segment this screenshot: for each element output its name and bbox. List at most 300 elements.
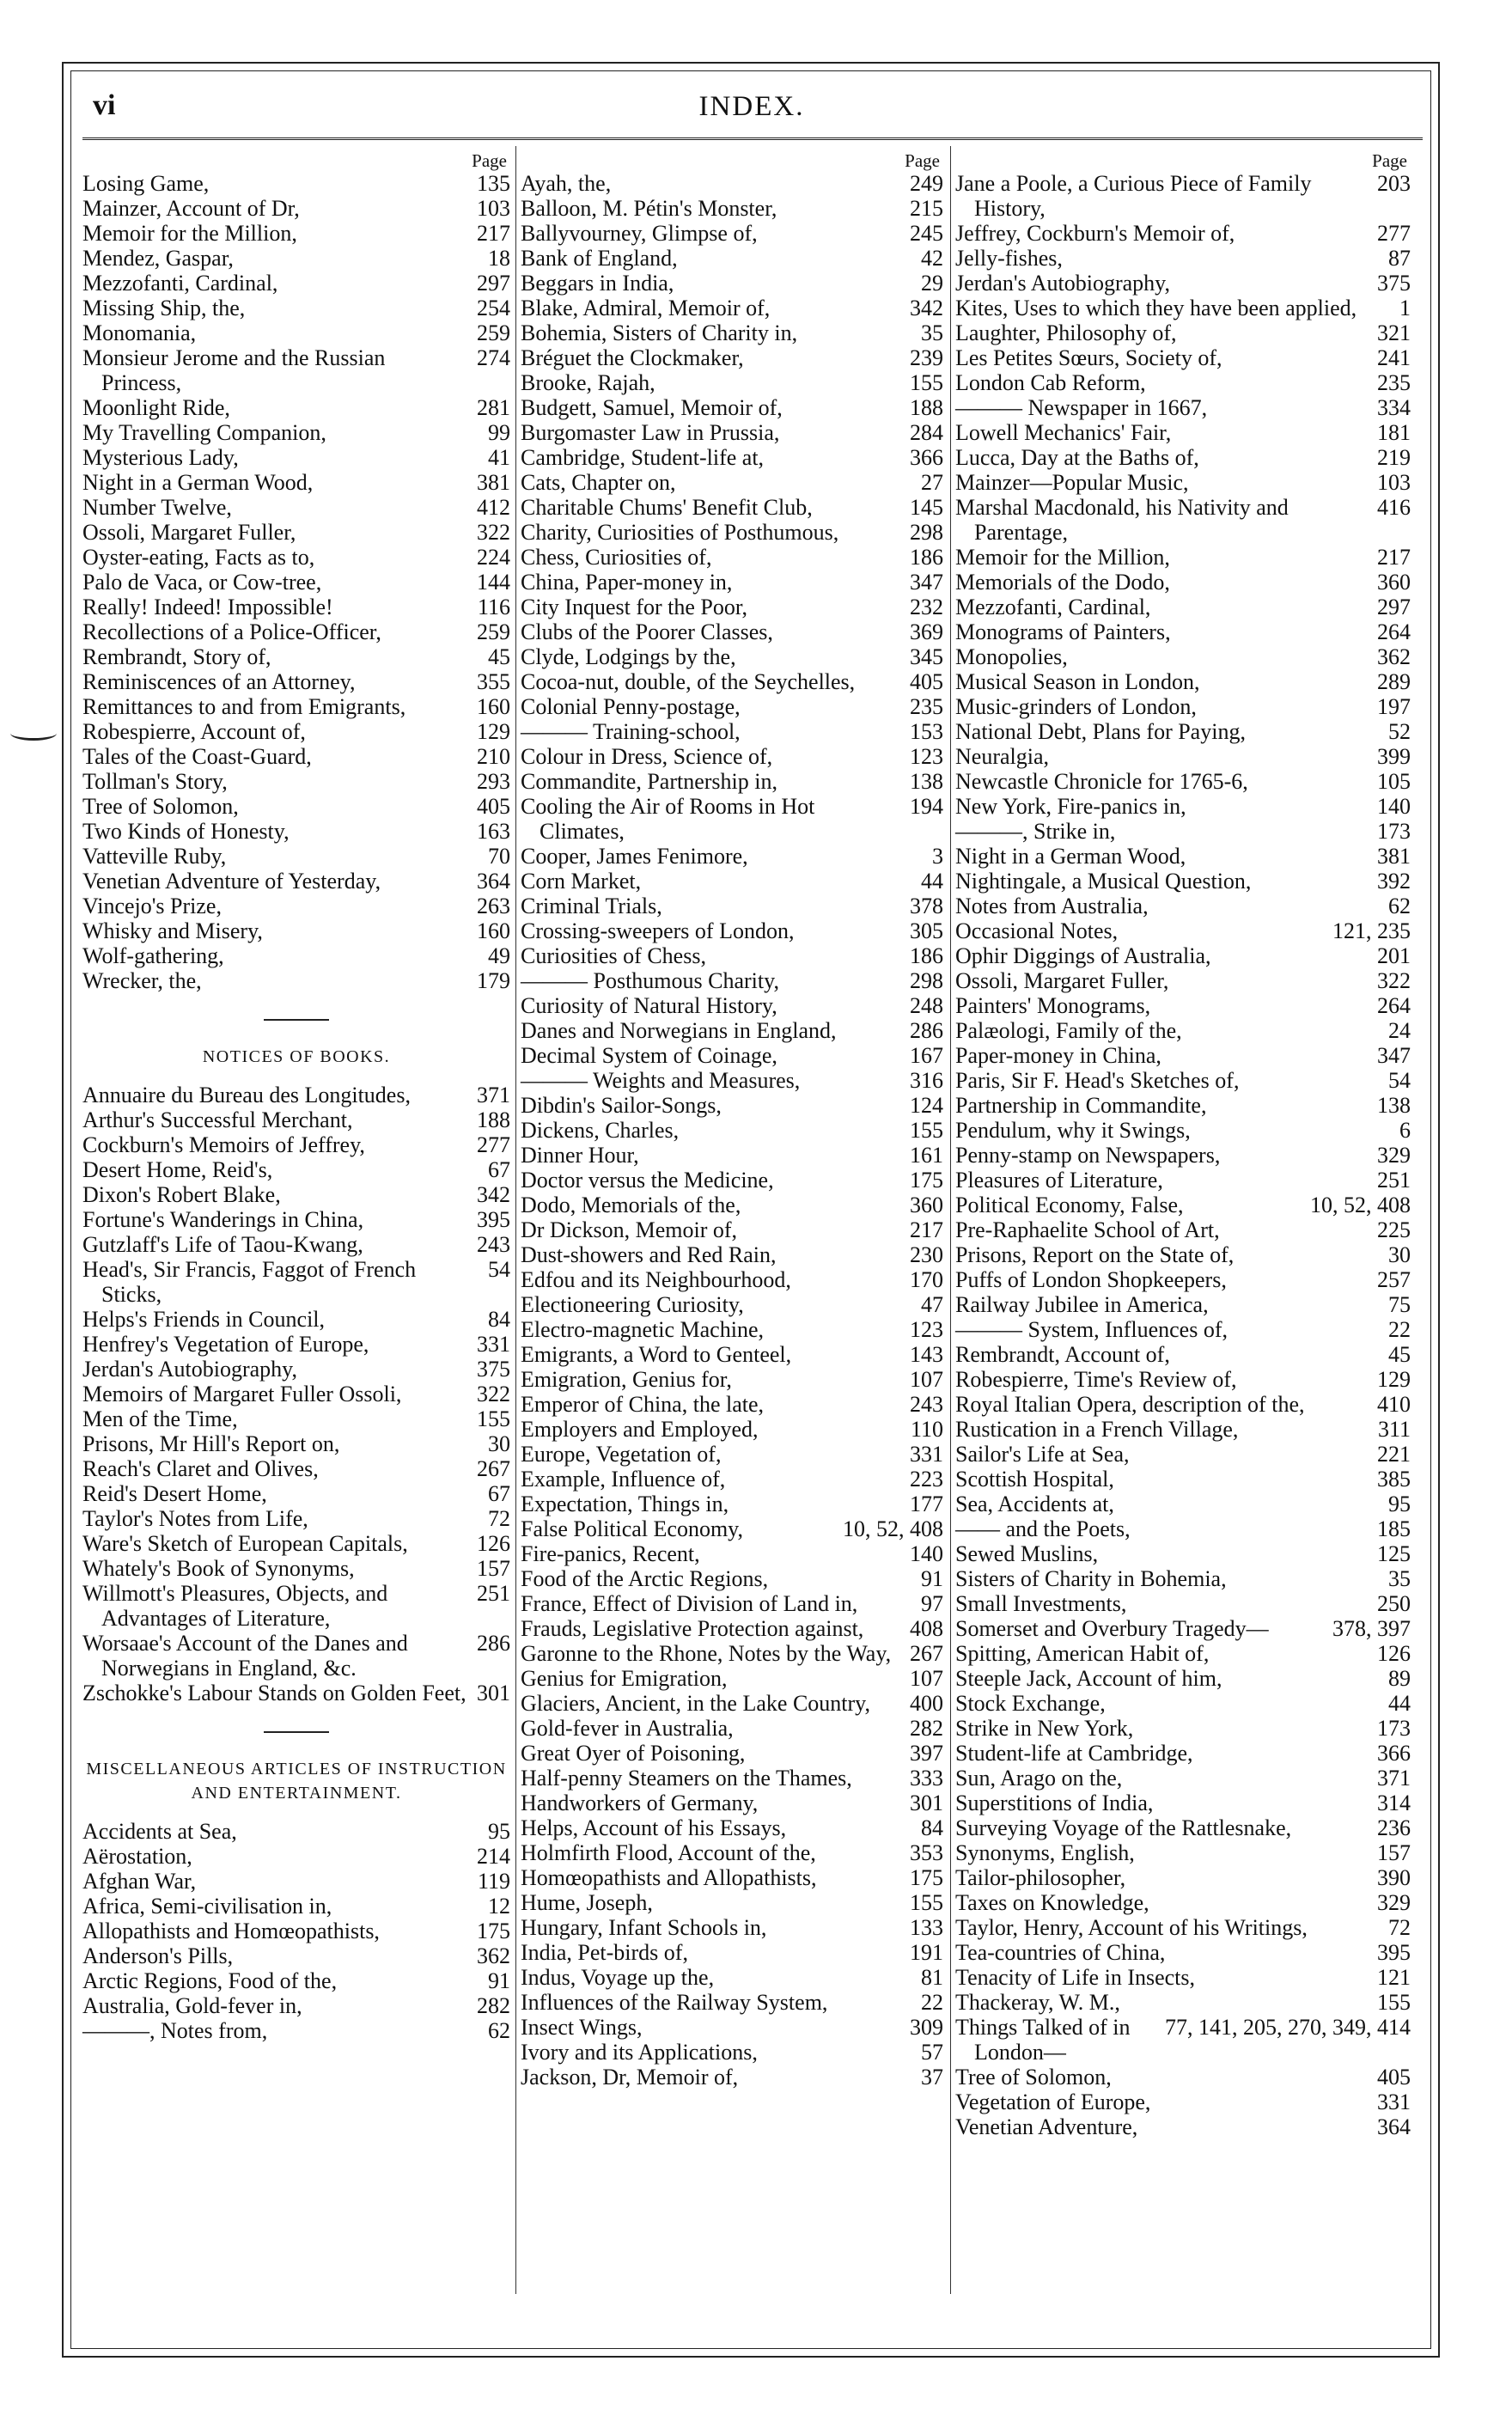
entry-page: 177 [910,1492,943,1516]
index-entry [82,869,510,894]
entry-page: 236 [1377,1815,1411,1840]
entry-title: China, Paper-money in, [521,570,733,595]
index-entry [955,1641,1411,1666]
entry-page: 54 [488,1257,510,1282]
index-entry [955,2114,1411,2139]
index-entry [955,794,1411,819]
entry-title: Really! Indeed! Impossible! [82,595,333,619]
index-entry [955,1716,1411,1741]
entry-title: Cocoa-nut, double, of the Seychelles, [521,669,856,694]
entry-page: 281 [477,395,510,420]
entry-title: France, Effect of Division of Land in, [521,1591,858,1616]
entry-title: Reid's Desert Home, [82,1481,267,1506]
entry-title: Taylor's Notes from Life, [82,1506,308,1531]
entry-page: 217 [910,1217,943,1242]
entry-title: False Political Economy, [521,1516,743,1541]
index-entry [521,395,943,420]
entry-title: Men of the Time, [82,1406,238,1431]
index-entry [521,1965,943,1990]
entry-title: Corn Market, [521,869,642,894]
entry-page: 145 [910,495,943,520]
entry-page: 126 [477,1531,510,1556]
entry-title: Paper-money in China, [955,1043,1161,1068]
entry-page: 221 [1377,1442,1411,1467]
index-entry [955,894,1411,918]
entry-title: Blake, Admiral, Memoir of, [521,296,771,320]
entry-title: New York, Fire-panics in, [955,794,1186,819]
index-entry [521,595,943,619]
entry-title: Danes and Norwegians in England, [521,1018,837,1043]
index-entry [82,171,510,196]
index-entry [82,1631,510,1681]
index-entry [955,918,1411,943]
index-entry [82,669,510,694]
entry-title: Les Petites Sœurs, Society of, [955,345,1222,370]
entry-page: 297 [1377,595,1411,619]
entry-page: 366 [910,445,943,470]
index-entry [82,1107,510,1132]
index-entry [955,1217,1411,1242]
entry-title: Ophir Diggings of Australia, [955,943,1211,968]
index-entry [82,1406,510,1431]
index-entry [521,1591,943,1616]
index-entry [521,1716,943,1741]
entry-title: Ivory and its Applications, [521,2040,758,2065]
entry-page: 30 [488,1431,510,1456]
entry-page: 18 [488,246,510,271]
entry-page: 353 [910,1840,943,1865]
entry-page: 395 [1377,1940,1411,1965]
index-entry [955,943,1411,968]
index-entry [82,819,510,844]
index-entry [955,1043,1411,1068]
index-entry [955,1093,1411,1118]
index-entry [955,1840,1411,1865]
index-entry [955,1666,1411,1691]
entry-title: Dinner Hour, [521,1143,639,1168]
index-entry [82,943,510,968]
entry-title: Ossoli, Margaret Fuller, [82,520,296,545]
entry-page: 97 [921,1591,943,1616]
entry-page: 364 [477,869,510,894]
entry-page: 42 [921,246,943,271]
entry-title: Small Investments, [955,1591,1127,1616]
column-divider [950,146,951,2294]
entry-title: Nightingale, a Musical Question, [955,869,1252,894]
entry-page: 186 [910,943,943,968]
entry-title: Rustication in a French Village, [955,1417,1239,1442]
entry-page: 84 [488,1307,510,1332]
index-entry [955,968,1411,993]
index-entry [955,1242,1411,1267]
index-entry [82,1207,510,1232]
index-entry [82,570,510,595]
section-title-misc: MISCELLANEOUS ARTICLES OF INSTRUCTION AND ENTERTAINMENT. [86,1760,507,1803]
entry-page: 45 [488,644,510,669]
index-entry [955,819,1411,844]
index-entry [82,271,510,296]
entry-title: Mezzofanti, Cardinal, [82,271,278,296]
index-entry [82,196,510,221]
entry-page: 399 [1377,744,1411,769]
entry-title: Australia, Gold-fever in, [82,1993,302,2018]
index-entry [82,644,510,669]
entry-title: Tea-countries of China, [955,1940,1166,1965]
index-entry [521,420,943,445]
entry-title: Tailor-philosopher, [955,1865,1126,1890]
index-entry [521,918,943,943]
entry-page: 197 [1377,694,1411,719]
index-entry [82,595,510,619]
entry-title: Africa, Semi-civilisation in, [82,1894,332,1919]
index-entry [955,744,1411,769]
index-entry [955,495,1411,545]
index-entry [521,769,943,794]
section-separator [264,1019,329,1021]
entry-title: Dixon's Robert Blake, [82,1182,281,1207]
entry-page: 175 [910,1168,943,1193]
entry-title: Missing Ship, the, [82,296,246,320]
entry-page: 347 [910,570,943,595]
index-entry [955,1492,1411,1516]
index-entry [955,1616,1411,1641]
index-entry [521,719,943,744]
index-entry [521,1267,943,1292]
entry-page: 239 [910,345,943,370]
index-entry [82,1894,510,1919]
entry-title: Charitable Chums' Benefit Club, [521,495,813,520]
entry-title: Mezzofanti, Cardinal, [955,595,1151,619]
entry-page: 250 [1377,1591,1411,1616]
index-entry [521,221,943,246]
index-entry [955,2065,1411,2090]
index-entry [82,420,510,445]
index-entry [82,1531,510,1556]
index-entry [955,1965,1411,1990]
entry-page: 230 [910,1242,943,1267]
entry-title: Colonial Penny-postage, [521,694,741,719]
index-entry [521,1242,943,1267]
entry-title: Electioneering Curiosity, [521,1292,744,1317]
index-entry [521,1915,943,1940]
entry-page: 245 [910,221,943,246]
entry-list [521,171,943,2090]
index-entry [82,918,510,943]
entry-page: 44 [921,869,943,894]
index-entry [521,370,943,395]
entry-page: 89 [1388,1666,1411,1691]
entry-title: Political Economy, False, [955,1193,1184,1217]
entry-page: 371 [477,1083,510,1107]
entry-title: Sea, Accidents at, [955,1492,1114,1516]
entry-title: Palæologi, Family of the, [955,1018,1182,1043]
entry-page: 57 [921,2040,943,2065]
index-entry [521,993,943,1018]
entry-page: 179 [477,968,510,993]
entry-title: Paris, Sir F. Head's Sketches of, [955,1068,1240,1093]
entry-title: Oyster-eating, Facts as to, [82,545,315,570]
index-entry [521,1741,943,1766]
entry-title: Venetian Adventure, [955,2114,1138,2139]
entry-title: Jane a Poole, a Curious Piece of Family History, [955,171,1312,221]
entry-page: 35 [921,320,943,345]
index-entry [955,395,1411,420]
index-entry [955,1591,1411,1616]
entry-list [955,171,1411,2139]
entry-title: Scottish Hospital, [955,1467,1114,1492]
index-entry [521,1641,943,1666]
index-entry [955,271,1411,296]
entry-page: 29 [921,271,943,296]
entry-page: 364 [1377,2114,1411,2139]
entry-page: 251 [477,1581,510,1606]
index-entry [82,1844,510,1869]
entry-page: 10, 52, 408 [1310,1193,1411,1217]
entry-page: 264 [1377,619,1411,644]
entry-title: Robespierre, Time's Review of, [955,1367,1237,1392]
entry-title: Vegetation of Europe, [955,2090,1151,2114]
entry-page: 286 [477,1631,510,1656]
entry-page: 84 [921,1815,943,1840]
entry-title: Reminiscences of an Attorney, [82,669,356,694]
index-entry [82,968,510,993]
entry-title: Wolf-gathering, [82,943,224,968]
entry-page: 293 [477,769,510,794]
index-entry [82,221,510,246]
entry-title: Rembrandt, Story of, [82,644,271,669]
index-entry [82,744,510,769]
index-entry [955,1367,1411,1392]
index-entry [82,894,510,918]
entry-title: Handworkers of Germany, [521,1791,759,1815]
index-entry [955,619,1411,644]
entry-title: Charity, Curiosities of Posthumous, [521,520,839,545]
entry-page: 392 [1377,869,1411,894]
index-entry [955,1143,1411,1168]
entry-page: 201 [1377,943,1411,968]
entry-title: Penny-stamp on Newspapers, [955,1143,1221,1168]
index-entry [521,545,943,570]
index-entry [521,619,943,644]
entry-page: 144 [477,570,510,595]
entry-title: Palo de Vaca, or Cow-tree, [82,570,322,595]
entry-page: 3 [932,844,943,869]
entry-title: Recollections of a Police-Officer, [82,619,381,644]
entry-title: Insect Wings, [521,2015,643,2040]
entry-page: 121, 235 [1332,918,1411,943]
entry-page: 107 [910,1666,943,1691]
entry-title: Surveying Voyage of the Rattlesnake, [955,1815,1292,1840]
entry-page: 140 [1377,794,1411,819]
index-entry [955,246,1411,271]
entry-title: Influences of the Railway System, [521,1990,828,2015]
index-entry [521,869,943,894]
index-entry [521,320,943,345]
index-entry [82,1556,510,1581]
index-entry [521,1292,943,1317]
entry-title: Fire-panics, Recent, [521,1541,700,1566]
entry-page: 322 [1377,968,1411,993]
index-entry [955,1193,1411,1217]
entry-title: Cambridge, Student-life at, [521,445,765,470]
entry-page: 331 [477,1332,510,1357]
entry-page: 188 [910,395,943,420]
entry-page: 375 [1377,271,1411,296]
entry-page: 264 [1377,993,1411,1018]
entry-page: 408 [910,1616,943,1641]
entry-page: 284 [910,420,943,445]
entry-title: Europe, Vegetation of, [521,1442,722,1467]
entry-page: 87 [1388,246,1411,271]
entry-title: ———, Notes from, [82,2018,268,2043]
entry-title: Things Talked of in London— [955,2015,1131,2065]
entry-page: 405 [477,794,510,819]
index-entry [521,1890,943,1915]
entry-title: Occasional Notes, [955,918,1119,943]
entry-title: Tollman's Story, [82,769,228,794]
entry-title: Synonyms, English, [955,1840,1135,1865]
index-entry [82,1232,510,1257]
entry-page: 224 [477,545,510,570]
entry-title: Dibdin's Sailor-Songs, [521,1093,722,1118]
entry-title: Worsaae's Account of the Danes and Norwegians in England, &c. [82,1631,408,1681]
entry-page: 217 [1377,545,1411,570]
index-entry [521,196,943,221]
entry-page: 249 [910,171,943,196]
entry-page: 375 [477,1357,510,1382]
index-entry [955,320,1411,345]
entry-title: ———, Strike in, [955,819,1116,844]
index-entry [955,1865,1411,1890]
entry-title: Gutzlaff's Life of Taou-Kwang, [82,1232,363,1257]
entry-page: 99 [488,420,510,445]
entry-page: 289 [1377,669,1411,694]
entry-title: Electro-magnetic Machine, [521,1317,764,1342]
entry-page: 62 [1388,894,1411,918]
entry-page: 186 [910,545,943,570]
index-entry [955,345,1411,370]
entry-page: 143 [910,1342,943,1367]
entry-page: 126 [1377,1641,1411,1666]
index-entry [82,1581,510,1631]
entry-page: 263 [477,894,510,918]
entry-page: 12 [488,1894,510,1919]
entry-page: 188 [477,1107,510,1132]
index-entry [955,1392,1411,1417]
entry-title: Ballyvourney, Glimpse of, [521,221,758,246]
index-entry [955,669,1411,694]
entry-title: Somerset and Overbury Tragedy— [955,1616,1269,1641]
entry-title: Venetian Adventure of Yesterday, [82,869,381,894]
index-entry [955,1018,1411,1043]
entry-title: Neuralgia, [955,744,1050,769]
index-entry [521,1068,943,1093]
entry-title: National Debt, Plans for Paying, [955,719,1246,744]
entry-page: 257 [1377,1267,1411,1292]
entry-page: 10, 52, 408 [843,1516,943,1541]
entry-title: Reach's Claret and Olives, [82,1456,319,1481]
entry-title: Jelly-fishes, [955,246,1063,271]
entry-title: Holmfirth Flood, Account of the, [521,1840,816,1865]
index-entry [521,968,943,993]
entry-title: Sisters of Charity in Bohemia, [955,1566,1227,1591]
entry-title: Arctic Regions, Food of the, [82,1968,338,1993]
entry-page: 75 [1388,1292,1411,1317]
entry-page: 274 [477,345,510,370]
entry-title: Dr Dickson, Memoir of, [521,1217,738,1242]
entry-title: Crossing-sweepers of London, [521,918,795,943]
entry-page: 22 [921,1990,943,2015]
entry-page: 369 [910,619,943,644]
index-entry [521,445,943,470]
index-entry [82,520,510,545]
entry-title: Mysterious Lady, [82,445,239,470]
entry-title: Night in a German Wood, [82,470,314,495]
entry-list [82,171,510,993]
entry-title: Great Oyer of Poisoning, [521,1741,746,1766]
index-entry [955,1791,1411,1815]
entry-title: Dickens, Charles, [521,1118,680,1143]
entry-title: Indus, Voyage up the, [521,1965,715,1990]
entry-page: 362 [1377,644,1411,669]
entry-page: 322 [477,1382,510,1406]
index-entry [521,171,943,196]
entry-title: ——— System, Influences of, [955,1317,1228,1342]
entry-title: Tales of the Coast-Guard, [82,744,312,769]
index-entry [521,1840,943,1865]
index-entry [955,445,1411,470]
entry-title: Monopolies, [955,644,1068,669]
index-entry [955,1118,1411,1143]
entry-page: 362 [477,1943,510,1968]
entry-page: 277 [1377,221,1411,246]
entry-page: 67 [488,1157,510,1182]
index-entry [82,470,510,495]
entry-title: Mainzer—Popular Music, [955,470,1189,495]
index-entry [82,769,510,794]
index-entry [521,1317,943,1342]
index-entry [521,1541,943,1566]
entry-title: Homœopathists and Allopathists, [521,1865,817,1890]
index-entry [82,1257,510,1307]
entry-page: 49 [488,943,510,968]
entry-page: 133 [910,1915,943,1940]
entry-title: Stock Exchange, [955,1691,1106,1716]
entry-page: 232 [910,595,943,619]
index-entry [955,470,1411,495]
entry-title: Losing Game, [82,171,210,196]
entry-page: 22 [1388,1317,1411,1342]
entry-title: Memoirs of Margaret Fuller Ossoli, [82,1382,402,1406]
index-entry [955,1467,1411,1492]
entry-page: 223 [910,1467,943,1492]
entry-title: Dodo, Memorials of the, [521,1193,741,1217]
index-entry [521,1217,943,1242]
entry-page: 129 [1377,1367,1411,1392]
entry-page: 301 [910,1791,943,1815]
entry-title: Criminal Trials, [521,894,662,918]
entry-page: 286 [910,1018,943,1043]
page-title: INDEX. [698,91,805,122]
entry-title: My Travelling Companion, [82,420,326,445]
index-entry [521,495,943,520]
entry-page: 167 [910,1043,943,1068]
entry-page: 45 [1388,1342,1411,1367]
page-header [86,89,1418,141]
entry-title: Newcastle Chronicle for 1765-6, [955,769,1248,794]
index-entry [955,1691,1411,1716]
index-entry [521,2065,943,2090]
